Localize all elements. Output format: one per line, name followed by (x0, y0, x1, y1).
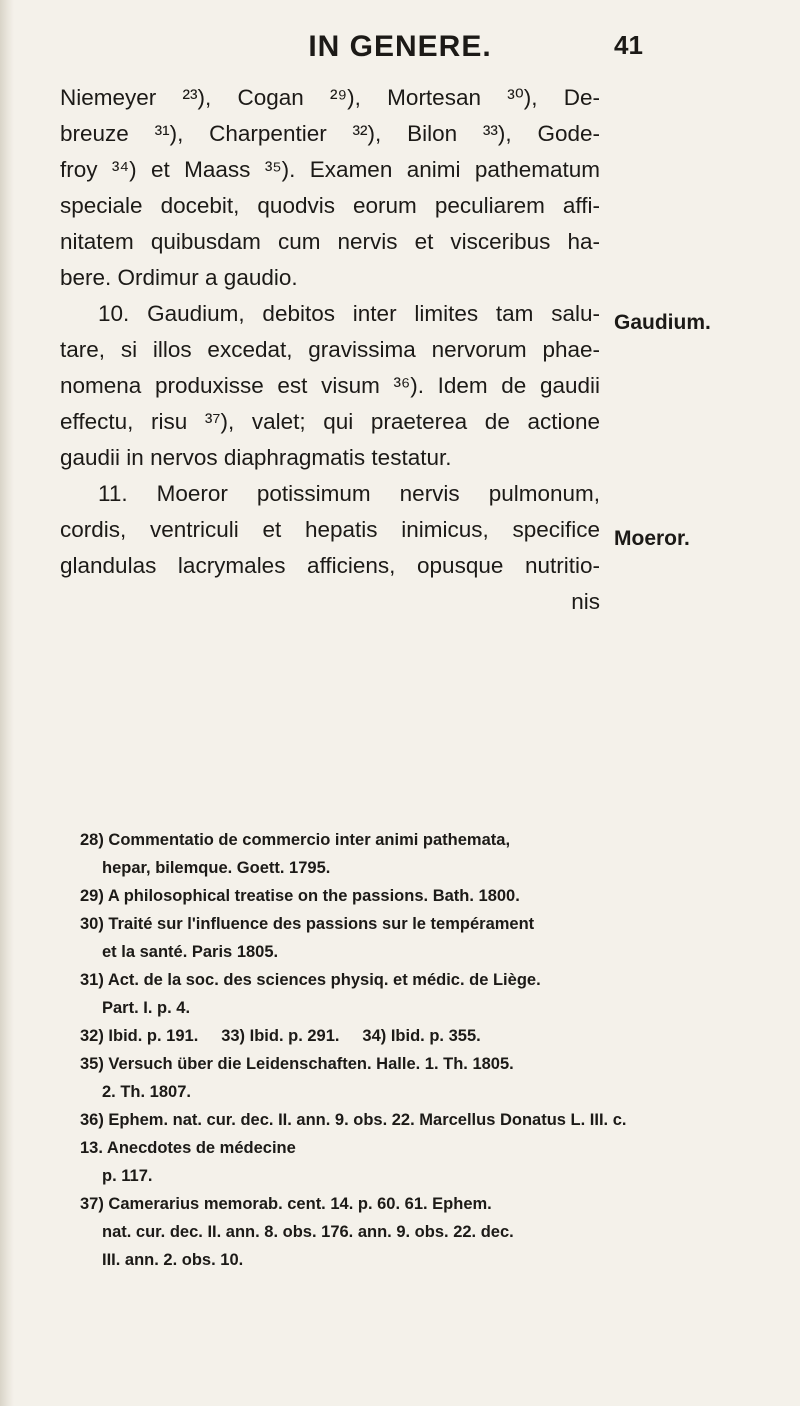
footnote-30: 30) Traité sur l'influence des passions sur le tempérament (80, 915, 535, 933)
running-title: IN GENERE. (308, 30, 492, 63)
body-line: froy ³⁴) et Maass ³⁵). Examen animi pathematum (60, 157, 600, 182)
footnote-37-cont: III. ann. 2. obs. 10. (102, 1251, 244, 1269)
body-line: Niemeyer ²³), Cogan ²⁹), Mortesan ³⁰), De- (60, 85, 600, 110)
page-spine-shadow (0, 0, 14, 1406)
footnote-36-cont: p. 117. (102, 1167, 153, 1185)
footnote-35: 35) Versuch über die Leidenschaften. Halle. 1. Th. 1805. (80, 1055, 514, 1073)
footnote-35-cont: 2. Th. 1807. (102, 1083, 191, 1101)
body-line-section-11: 11. Moeror potissimum nervis pulmonum, (98, 481, 600, 506)
footnote-31-cont: Part. I. p. 4. (102, 999, 191, 1017)
footnote-32-34: 32) Ibid. p. 191. 33) Ibid. p. 291. 34) Ibid. p. 355. (80, 1027, 481, 1045)
body-line: speciale docebit, quodvis eorum peculiarem affi- (60, 193, 600, 218)
body-line: gaudii in nervos diaphragmatis testatur. (60, 445, 452, 470)
margin-note-gaudium: Gaudium. (614, 311, 711, 334)
footnote-37-cont: nat. cur. dec. II. ann. 8. obs. 176. ann. 9. obs. 22. dec. (102, 1223, 514, 1241)
footnote-30-cont: et la santé. Paris 1805. (102, 943, 279, 961)
body-line: effectu, risu ³⁷), valet; qui praeterea de actione (60, 409, 600, 434)
body-line-section-10: 10. Gaudium, debitos inter limites tam salu- (98, 301, 600, 326)
margin-note-moeror: Moeror. (614, 527, 690, 550)
footnote-28-cont: hepar, bilemque. Goett. 1795. (102, 859, 331, 877)
body-line: bere. Ordimur a gaudio. (60, 265, 298, 290)
footnote-31: 31) Act. de la soc. des sciences physiq. et médic. de Liège. (80, 971, 541, 989)
body-line: cordis, ventriculi et hepatis inimicus, specifice (60, 517, 600, 542)
body-line: nomena produxisse est visum ³⁶). Idem de gaudii (60, 373, 600, 398)
footnote-37: 37) Camerarius memorab. cent. 14. p. 60. 61. Ephem. (80, 1195, 492, 1213)
footnote-29: 29) A philosophical treatise on the passions. Bath. 1800. (80, 887, 520, 905)
body-line: glandulas lacrymales afficiens, opusque nutritio- (60, 553, 600, 578)
body-line: breuze ³¹), Charpentier ³²), Bilon ³³), Gode- (60, 121, 600, 146)
body-line: tare, si illos excedat, gravissima nervorum phae- (60, 337, 600, 362)
body-text (60, 80, 600, 620)
footnote-36: 36) Ephem. nat. cur. dec. II. ann. 9. obs. 22. Marcellus Donatus L. III. c. 13. Anecdotes de médecine (80, 1111, 627, 1157)
footnote-28: 28) Commentatio de commercio inter animi pathemata, (80, 831, 511, 849)
page-number: 41 (614, 30, 643, 60)
body-line: nitatem quibusdam cum nervis et visceribus ha- (60, 229, 600, 254)
running-head (0, 30, 800, 66)
body-line-catchword: nis (571, 589, 600, 614)
footnotes (80, 826, 640, 1274)
